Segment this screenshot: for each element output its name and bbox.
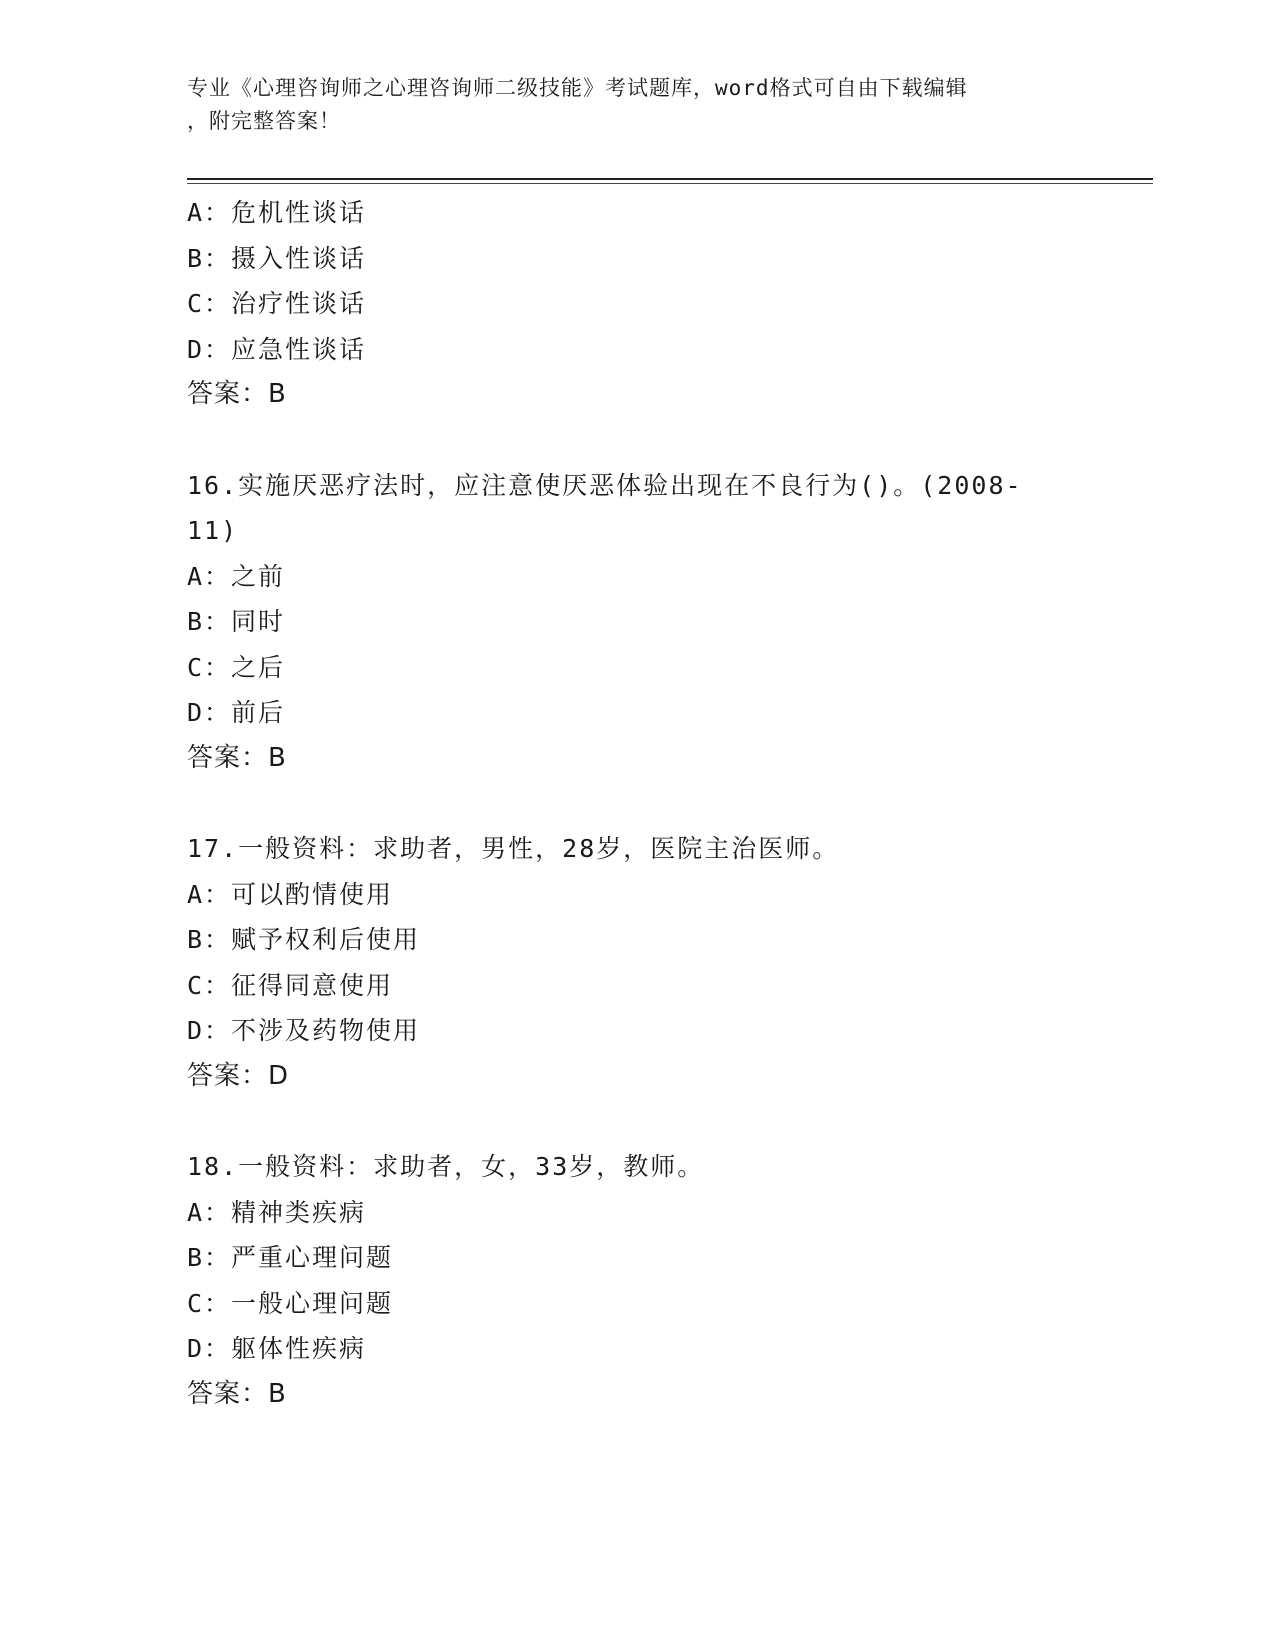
question-text: 16.实施厌恶疗法时，应注意使厌恶体验出现在不良行为()。(2008- [187, 470, 1023, 500]
question-text: 17.一般资料：求助者，男性，28岁，医院主治医师。 [187, 834, 840, 863]
option-a: A：精神类疾病 [187, 1197, 367, 1227]
answer-line: 答案：B [187, 742, 287, 773]
option-d: D：前后 [187, 698, 286, 727]
spacer [187, 781, 1087, 826]
answer-line: 答案：B [187, 1378, 287, 1409]
question-block-15 [187, 190, 1087, 418]
question-text: 18.一般资料：求助者，女，33岁，教师。 [187, 1152, 705, 1181]
option-a: A：可以酌情使用 [187, 879, 394, 909]
question-list [187, 190, 1087, 1417]
option-c: C：之后 [187, 652, 286, 682]
answer-line: 答案：D [187, 1060, 290, 1091]
option-b: B：赋予权利后使用 [187, 925, 421, 954]
option-b: B：同时 [187, 607, 286, 636]
question-text-continued: 11) [187, 516, 239, 545]
question-block-16 [187, 463, 1087, 782]
option-d: D：不涉及药物使用 [187, 1016, 421, 1045]
option-b: B：摄入性谈话 [187, 243, 367, 273]
option-c: C：征得同意使用 [187, 970, 394, 1000]
option-d: D：应急性谈话 [187, 334, 367, 364]
question-block-18 [187, 1144, 1087, 1417]
header-rule-thin [187, 183, 1153, 184]
question-block-17 [187, 826, 1087, 1099]
spacer [187, 418, 1087, 463]
spacer [187, 1099, 1087, 1144]
document-header [187, 72, 1087, 138]
answer-line: 答案：B [187, 379, 287, 409]
header-line-1: 专业《心理咨询师之心理咨询师二级技能》考试题库，word格式可自由下载编辑 [187, 76, 968, 100]
option-a: A：之前 [187, 561, 286, 591]
option-d: D：躯体性疾病 [187, 1334, 367, 1363]
header-rule-thick [187, 178, 1153, 180]
header-line-2: ，附完整答案！ [187, 109, 341, 133]
option-c: C：治疗性谈话 [187, 289, 367, 318]
option-a: A：危机性谈话 [187, 198, 367, 227]
option-b: B：严重心理问题 [187, 1243, 394, 1272]
option-c: C：一般心理问题 [187, 1288, 394, 1318]
